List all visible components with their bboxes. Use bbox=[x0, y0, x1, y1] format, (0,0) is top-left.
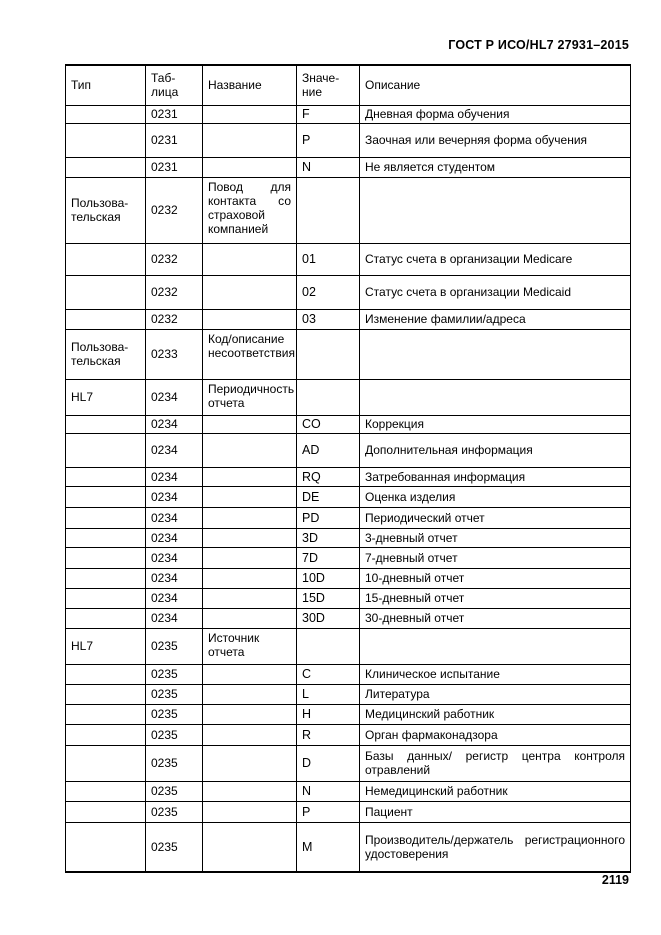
cell-name bbox=[203, 507, 297, 528]
cell-description: Заочная или вечерняя форма обучения bbox=[360, 123, 631, 157]
cell-name bbox=[203, 528, 297, 547]
table-row bbox=[66, 177, 631, 243]
cell-value: 03 bbox=[297, 309, 360, 329]
cell-description: Базы данных/ регистр центра контроля отравлений bbox=[360, 745, 631, 781]
cell-value: 30D bbox=[297, 608, 360, 628]
table-row bbox=[66, 528, 631, 547]
document-standard-header: ГОСТ Р ИСО/HL7 27931–2015 bbox=[448, 38, 629, 52]
cell-type bbox=[66, 433, 146, 467]
cell-type: Пользова- тельская bbox=[66, 329, 146, 379]
cell-description: Оценка изделия bbox=[360, 486, 631, 507]
cell-name bbox=[203, 745, 297, 781]
cell-type bbox=[66, 243, 146, 275]
cell-table: 0232 bbox=[146, 309, 203, 329]
cell-description: Дополнительная информация bbox=[360, 433, 631, 467]
cell-type bbox=[66, 608, 146, 628]
cell-description bbox=[360, 177, 631, 243]
cell-type bbox=[66, 568, 146, 588]
cell-description: Периодический отчет bbox=[360, 507, 631, 528]
table-row bbox=[66, 547, 631, 568]
cell-value: 7D bbox=[297, 547, 360, 568]
column-header-value: Значе- ние bbox=[297, 65, 360, 105]
table-row bbox=[66, 243, 631, 275]
cell-type bbox=[66, 415, 146, 433]
cell-description: Орган фармаконадзора bbox=[360, 724, 631, 745]
cell-table: 0234 bbox=[146, 547, 203, 568]
cell-type bbox=[66, 528, 146, 547]
cell-type: HL7 bbox=[66, 379, 146, 415]
table-row bbox=[66, 664, 631, 684]
table-row bbox=[66, 704, 631, 724]
cell-name bbox=[203, 433, 297, 467]
cell-type bbox=[66, 664, 146, 684]
cell-value bbox=[297, 379, 360, 415]
table-row bbox=[66, 379, 631, 415]
cell-description: Затребованная информация bbox=[360, 467, 631, 486]
column-header-description: Описание bbox=[360, 65, 631, 105]
cell-table: 0234 bbox=[146, 486, 203, 507]
cell-description: Коррекция bbox=[360, 415, 631, 433]
table-row bbox=[66, 724, 631, 745]
cell-type bbox=[66, 781, 146, 801]
table-row bbox=[66, 157, 631, 177]
cell-description: 7-дневный отчет bbox=[360, 547, 631, 568]
cell-name bbox=[203, 568, 297, 588]
cell-table: 0235 bbox=[146, 664, 203, 684]
cell-table: 0235 bbox=[146, 801, 203, 822]
cell-table: 0231 bbox=[146, 157, 203, 177]
cell-table: 0234 bbox=[146, 528, 203, 547]
cell-type bbox=[66, 801, 146, 822]
table-row bbox=[66, 433, 631, 467]
cell-value bbox=[297, 628, 360, 664]
cell-value: DE bbox=[297, 486, 360, 507]
cell-type bbox=[66, 275, 146, 309]
column-header-name: Название bbox=[203, 65, 297, 105]
cell-name bbox=[203, 123, 297, 157]
page-number: 2119 bbox=[601, 873, 629, 887]
cell-type bbox=[66, 157, 146, 177]
cell-type bbox=[66, 547, 146, 568]
cell-value: P bbox=[297, 801, 360, 822]
cell-type bbox=[66, 822, 146, 872]
cell-value: M bbox=[297, 822, 360, 872]
table-row bbox=[66, 275, 631, 309]
cell-name bbox=[203, 547, 297, 568]
cell-description: Литература bbox=[360, 684, 631, 704]
cell-table: 0232 bbox=[146, 177, 203, 243]
cell-table: 0234 bbox=[146, 588, 203, 608]
cell-description: 10-дневный отчет bbox=[360, 568, 631, 588]
cell-table: 0234 bbox=[146, 415, 203, 433]
cell-value: 02 bbox=[297, 275, 360, 309]
table-row bbox=[66, 608, 631, 628]
cell-name bbox=[203, 467, 297, 486]
cell-value bbox=[297, 177, 360, 243]
cell-name: Повод для контакта со страховой компанией bbox=[203, 177, 297, 243]
cell-type bbox=[66, 745, 146, 781]
table-row bbox=[66, 329, 631, 379]
cell-name bbox=[203, 588, 297, 608]
cell-table: 0235 bbox=[146, 704, 203, 724]
cell-description: Медицинский работник bbox=[360, 704, 631, 724]
cell-table: 0232 bbox=[146, 275, 203, 309]
table-row bbox=[66, 486, 631, 507]
cell-type bbox=[66, 507, 146, 528]
cell-type: HL7 bbox=[66, 628, 146, 664]
cell-name: Код/описание несоответствия bbox=[203, 329, 297, 379]
cell-table: 0231 bbox=[146, 105, 203, 123]
cell-description: Дневная форма обучения bbox=[360, 105, 631, 123]
table-row bbox=[66, 415, 631, 433]
table-row bbox=[66, 105, 631, 123]
cell-value: L bbox=[297, 684, 360, 704]
cell-table: 0234 bbox=[146, 568, 203, 588]
cell-type bbox=[66, 588, 146, 608]
cell-name bbox=[203, 309, 297, 329]
cell-type bbox=[66, 309, 146, 329]
cell-name bbox=[203, 781, 297, 801]
cell-description: Пациент bbox=[360, 801, 631, 822]
cell-name bbox=[203, 704, 297, 724]
cell-table: 0231 bbox=[146, 123, 203, 157]
cell-type bbox=[66, 724, 146, 745]
cell-table: 0234 bbox=[146, 467, 203, 486]
cell-description: Статус счета в организации Medicaid bbox=[360, 275, 631, 309]
cell-name bbox=[203, 608, 297, 628]
cell-type: Пользова- тельская bbox=[66, 177, 146, 243]
cell-name: Источник отчета bbox=[203, 628, 297, 664]
cell-table: 0233 bbox=[146, 329, 203, 379]
cell-table: 0235 bbox=[146, 724, 203, 745]
table-body bbox=[66, 105, 631, 872]
cell-description: Производитель/держатель регистрационного удостоверения bbox=[360, 822, 631, 872]
cell-name: Периодичность отчета bbox=[203, 379, 297, 415]
cell-name bbox=[203, 275, 297, 309]
cell-table: 0235 bbox=[146, 822, 203, 872]
cell-table: 0234 bbox=[146, 379, 203, 415]
cell-type bbox=[66, 684, 146, 704]
cell-table: 0234 bbox=[146, 608, 203, 628]
reference-table bbox=[65, 64, 631, 873]
cell-value bbox=[297, 329, 360, 379]
cell-description: Статус счета в организации Medicare bbox=[360, 243, 631, 275]
cell-name bbox=[203, 684, 297, 704]
column-header-table: Таб- лица bbox=[146, 65, 203, 105]
cell-table: 0235 bbox=[146, 684, 203, 704]
cell-table: 0235 bbox=[146, 781, 203, 801]
cell-value: PD bbox=[297, 507, 360, 528]
table-row bbox=[66, 507, 631, 528]
cell-name bbox=[203, 664, 297, 684]
cell-value: 3D bbox=[297, 528, 360, 547]
cell-table: 0235 bbox=[146, 628, 203, 664]
cell-table: 0235 bbox=[146, 745, 203, 781]
cell-name bbox=[203, 801, 297, 822]
cell-table: 0234 bbox=[146, 507, 203, 528]
cell-value: D bbox=[297, 745, 360, 781]
cell-value: N bbox=[297, 157, 360, 177]
cell-description: Не является студентом bbox=[360, 157, 631, 177]
table-row bbox=[66, 781, 631, 801]
cell-description: Клиническое испытание bbox=[360, 664, 631, 684]
cell-type bbox=[66, 486, 146, 507]
cell-description bbox=[360, 379, 631, 415]
table-row bbox=[66, 467, 631, 486]
cell-name bbox=[203, 724, 297, 745]
cell-description: Немедицинский работник bbox=[360, 781, 631, 801]
cell-name bbox=[203, 105, 297, 123]
cell-description: 15-дневный отчет bbox=[360, 588, 631, 608]
cell-description bbox=[360, 329, 631, 379]
cell-type bbox=[66, 105, 146, 123]
table-row bbox=[66, 822, 631, 872]
cell-value: N bbox=[297, 781, 360, 801]
cell-type bbox=[66, 704, 146, 724]
cell-description: 3-дневный отчет bbox=[360, 528, 631, 547]
table-row bbox=[66, 588, 631, 608]
cell-value: H bbox=[297, 704, 360, 724]
cell-name bbox=[203, 415, 297, 433]
cell-description bbox=[360, 628, 631, 664]
cell-table: 0232 bbox=[146, 243, 203, 275]
cell-value: P bbox=[297, 123, 360, 157]
cell-value: 15D bbox=[297, 588, 360, 608]
cell-name bbox=[203, 822, 297, 872]
column-header-type: Тип bbox=[66, 65, 146, 105]
table-row bbox=[66, 309, 631, 329]
cell-name bbox=[203, 157, 297, 177]
cell-value: C bbox=[297, 664, 360, 684]
cell-value: F bbox=[297, 105, 360, 123]
table-row bbox=[66, 684, 631, 704]
cell-type bbox=[66, 123, 146, 157]
cell-value: CO bbox=[297, 415, 360, 433]
cell-value: RQ bbox=[297, 467, 360, 486]
cell-description: Изменение фамилии/адреса bbox=[360, 309, 631, 329]
cell-description: 30-дневный отчет bbox=[360, 608, 631, 628]
table-row bbox=[66, 568, 631, 588]
table-row bbox=[66, 745, 631, 781]
table-header-row bbox=[66, 65, 631, 105]
cell-value: 01 bbox=[297, 243, 360, 275]
cell-name bbox=[203, 486, 297, 507]
cell-name bbox=[203, 243, 297, 275]
cell-type bbox=[66, 467, 146, 486]
cell-value: R bbox=[297, 724, 360, 745]
table-row bbox=[66, 801, 631, 822]
table-row bbox=[66, 123, 631, 157]
cell-table: 0234 bbox=[146, 433, 203, 467]
cell-value: AD bbox=[297, 433, 360, 467]
cell-value: 10D bbox=[297, 568, 360, 588]
table-row bbox=[66, 628, 631, 664]
